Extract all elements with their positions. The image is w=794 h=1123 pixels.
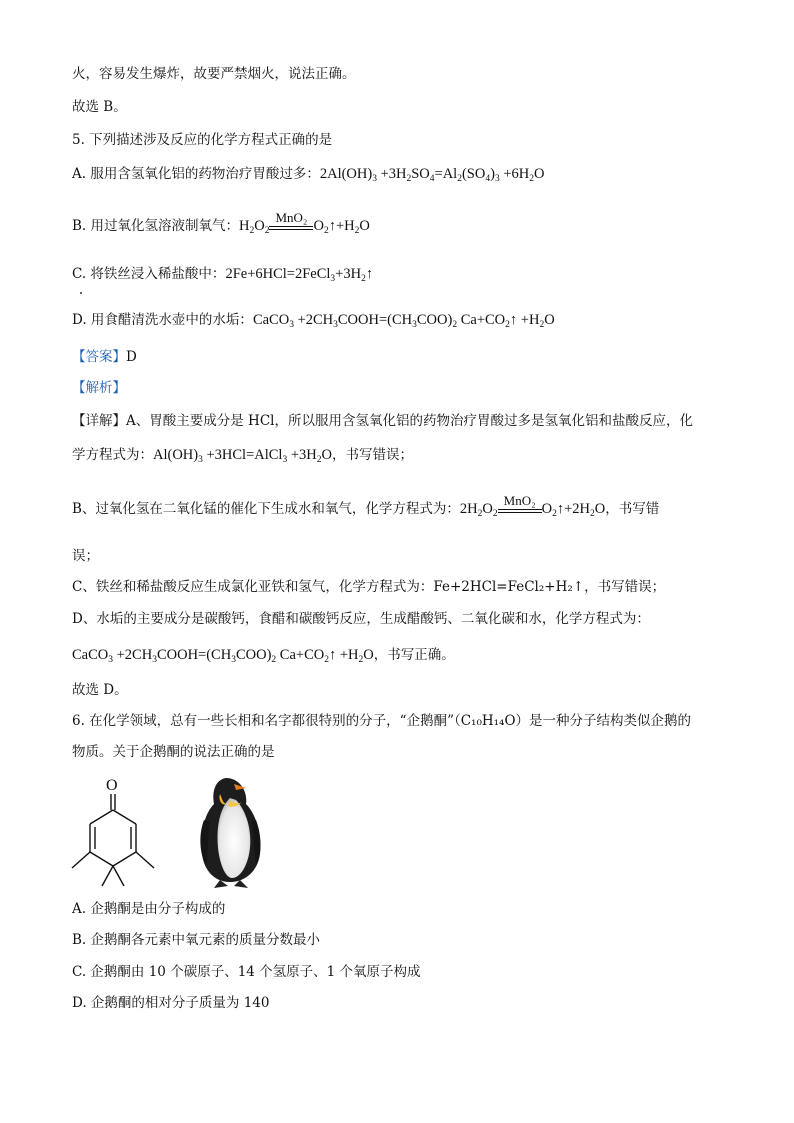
catalyst-arrow: MnO₂ (498, 494, 542, 513)
answer: 【答案】D (72, 349, 137, 365)
option-5a: A. 服用含氢氧化铝的药物治疗胃酸过多：$2Al(OH)_3 +3H_2SO_4=Al_2(SO_4)_3 +6H_2O$ (72, 166, 545, 184)
stray-dot (80, 292, 82, 294)
detail-b-line2: 误； (72, 548, 99, 564)
option-6a: A. 企鹅酮是由分子构成的 (72, 901, 226, 917)
equation: CaCO$_3$ $+2CH_3COOH=(CH_3COO)_2$ $Ca+CO_2↑ +H_2O$ (252, 312, 555, 330)
text-line: 火，容易发生爆炸，故要严禁烟火，说法正确。 (72, 66, 356, 82)
option-5b: B. 用过氧化氢溶液制氧气：$H_2O_2$ MnO₂ $O_2↑+H_2O$ (72, 210, 370, 236)
option-6b: B. 企鹅酮各元素中氧元素的质量分数最小 (72, 932, 321, 948)
oxygen-atom-label: O (106, 777, 118, 794)
detail-a-line2: 学方程式为：$Al(OH)_3$ +3HCl=AlCl$_3$ $+3H_2O$，书写错误； (72, 447, 413, 465)
catalyst-arrow: MnO₂ (269, 211, 313, 230)
question-5-stem: 5. 下列描述涉及反应的化学方程式正确的是 (72, 132, 333, 148)
text-line: 故选 D。 (72, 682, 128, 698)
option-6c: C. 企鹅酮由 10 个碳原子、14 个氢原子、1 个氧原子构成 (72, 964, 421, 980)
detail-c: C、铁丝和稀盐酸反应生成氯化亚铁和氢气，化学方程式为：Fe+2HCl=FeCl₂+H₂↑，书写错误； (72, 579, 666, 595)
option-5d: D. 用食醋清洗水壶中的水垢：CaCO$_3$ $+2CH_3COOH=(CH_3COO)_2$ $Ca+CO_2↑ +H_2O$ (72, 312, 555, 330)
question-6-stem-line1: 6. 在化学领域，总有一些长相和名字都很特别的分子，“企鹅酮”（C₁₀H₁₄O）是一种分子结构类似企鹅的 (72, 713, 692, 729)
equation: CaCO$_3$ $+2CH_3COOH=(CH_3COO)_2$ $Ca+CO_2↑ +H_2O$ (72, 647, 374, 665)
equation: $H_2O_2$ (239, 218, 270, 236)
equation: $2Fe+6HCl=2FeCl_3+3H_2↑$ (225, 266, 374, 284)
text-line: 故选 B。 (72, 99, 127, 115)
detail-d-line1: D、水垢的主要成分是碳酸钙，食醋和碳酸钙反应，生成醋酸钙、二氧化碳和水，化学方程式为： (72, 611, 650, 627)
question-6-stem-line2: 物质。关于企鹅酮的说法正确的是 (72, 744, 275, 760)
detail-a-line1: 【详解】A、胃酸主要成分是 HCl，所以服用含氢氧化铝的药物治疗胃酸过多是氢氧化铝和盐酸反应，化 (72, 413, 693, 429)
detail-d-line2: CaCO$_3$ $+2CH_3COOH=(CH_3COO)_2$ $Ca+CO_2↑ +H_2O$，书写正确。 (72, 647, 455, 665)
equation: $2Al(OH)_3 +3H_2SO_4=Al_2(SO_4)_3 +6H_2O$ (319, 166, 545, 184)
ring-bonds (72, 794, 154, 886)
option-6d: D. 企鹅酮的相对分子质量为 140 (72, 995, 270, 1011)
detail-b-line1: B、过氧化氢在二氧化锰的催化下生成水和氧气，化学方程式为：$2H_2O_2$ MnO₂ $O_2↑+2H_2O$，书写错 (72, 493, 660, 519)
penguinone-structure (64, 772, 164, 892)
penguin-image (196, 774, 266, 892)
analysis-heading: 【解析】 (72, 380, 126, 396)
option-5c: C. 将铁丝浸入稀盐酸中：$2Fe+6HCl=2FeCl_3+3H_2↑$ (72, 266, 374, 284)
equation: $2H_2O_2$ (459, 501, 498, 519)
equation: $Al(OH)_3$ +3HCl=AlCl$_3$ $+3H_2O$ (153, 447, 332, 465)
